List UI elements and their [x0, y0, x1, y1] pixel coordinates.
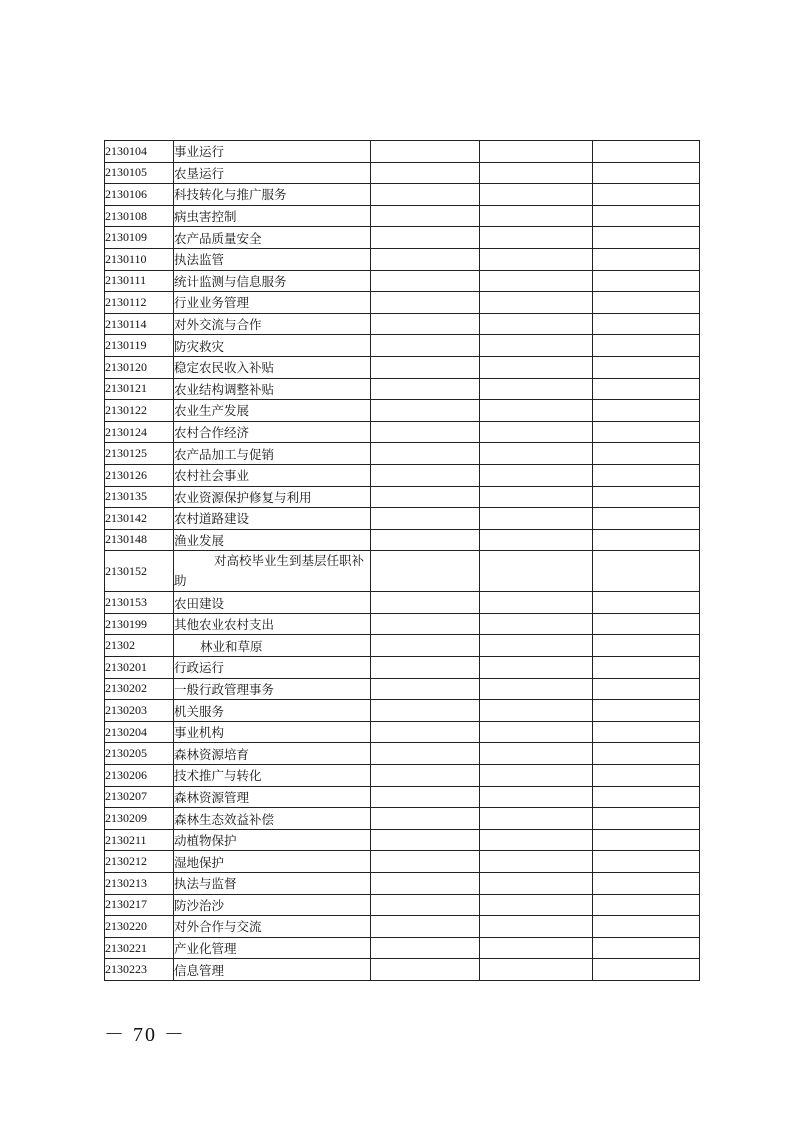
subject-name-cell: 事业运行: [174, 141, 371, 163]
subject-name-cell: 病虫害控制: [174, 205, 371, 227]
amount-cell-2: [480, 443, 593, 465]
amount-cell-3: [593, 937, 700, 959]
amount-cell-3: [593, 335, 700, 357]
subject-name-cell: 防灾救灾: [174, 335, 371, 357]
amount-cell-1: [371, 592, 480, 614]
subject-name-cell: 行政运行: [174, 657, 371, 679]
amount-cell-1: [371, 657, 480, 679]
table-row: [105, 873, 700, 895]
subject-code-cell: 2130204: [105, 721, 174, 743]
subject-name-cell: 一般行政管理事务: [174, 678, 371, 700]
amount-cell-3: [593, 464, 700, 486]
amount-cell-1: [371, 551, 480, 592]
subject-name-cell: 科技转化与推广服务: [174, 184, 371, 206]
table-row: [105, 292, 700, 314]
amount-cell-3: [593, 421, 700, 443]
amount-cell-1: [371, 248, 480, 270]
amount-cell-1: [371, 486, 480, 508]
subject-name-cell: 行业业务管理: [174, 292, 371, 314]
subject-code-cell: 2130114: [105, 313, 174, 335]
amount-cell-2: [480, 916, 593, 938]
amount-cell-1: [371, 937, 480, 959]
subject-code-cell: 2130110: [105, 248, 174, 270]
amount-cell-2: [480, 829, 593, 851]
subject-code-cell: 2130217: [105, 894, 174, 916]
amount-cell-3: [593, 529, 700, 551]
subject-name-cell: 湿地保护: [174, 851, 371, 873]
subject-code-cell: 2130119: [105, 335, 174, 357]
table-row: [105, 851, 700, 873]
subject-code-cell: 2130106: [105, 184, 174, 206]
amount-cell-3: [593, 486, 700, 508]
subject-name-cell: 森林资源培育: [174, 743, 371, 765]
subject-code-cell: 2130223: [105, 959, 174, 981]
amount-cell-1: [371, 786, 480, 808]
amount-cell-2: [480, 786, 593, 808]
amount-cell-2: [480, 421, 593, 443]
table-row: [105, 937, 700, 959]
subject-name-cell: 执法监管: [174, 248, 371, 270]
amount-cell-1: [371, 851, 480, 873]
amount-cell-1: [371, 356, 480, 378]
amount-cell-1: [371, 743, 480, 765]
table-row: [105, 248, 700, 270]
amount-cell-1: [371, 270, 480, 292]
table-row: [105, 551, 700, 592]
subject-name-cell: 农村合作经济: [174, 421, 371, 443]
subject-name-cell: 产业化管理: [174, 937, 371, 959]
subject-name-cell: 执法与监督: [174, 873, 371, 895]
subject-code-cell: 2130108: [105, 205, 174, 227]
amount-cell-2: [480, 227, 593, 249]
amount-cell-3: [593, 743, 700, 765]
table-row: [105, 592, 700, 614]
subject-code-cell: 2130205: [105, 743, 174, 765]
table-row: [105, 808, 700, 830]
subject-code-cell: 2130211: [105, 829, 174, 851]
table-row: [105, 829, 700, 851]
subject-code-cell: 2130104: [105, 141, 174, 163]
subject-code-cell: 2130105: [105, 162, 174, 184]
table-row: [105, 765, 700, 787]
table-row: [105, 959, 700, 981]
subject-code-cell: 2130220: [105, 916, 174, 938]
table-row: [105, 227, 700, 249]
amount-cell-1: [371, 808, 480, 830]
table-row: [105, 916, 700, 938]
amount-cell-2: [480, 486, 593, 508]
amount-cell-2: [480, 700, 593, 722]
amount-cell-1: [371, 700, 480, 722]
amount-cell-3: [593, 270, 700, 292]
subject-code-cell: 2130212: [105, 851, 174, 873]
amount-cell-1: [371, 959, 480, 981]
subject-name-cell: 农垦运行: [174, 162, 371, 184]
subject-name-cell: 机关服务: [174, 700, 371, 722]
subject-name-cell: 农业资源保护修复与利用: [174, 486, 371, 508]
subject-code-cell: 2130122: [105, 400, 174, 422]
amount-cell-3: [593, 829, 700, 851]
subject-name-cell: 对外合作与交流: [174, 916, 371, 938]
amount-cell-1: [371, 613, 480, 635]
amount-cell-1: [371, 227, 480, 249]
subject-name-cell: 森林资源管理: [174, 786, 371, 808]
table-row: [105, 657, 700, 679]
amount-cell-3: [593, 786, 700, 808]
amount-cell-3: [593, 443, 700, 465]
table-row: [105, 464, 700, 486]
amount-cell-3: [593, 916, 700, 938]
amount-cell-1: [371, 184, 480, 206]
amount-cell-2: [480, 378, 593, 400]
amount-cell-3: [593, 313, 700, 335]
amount-cell-2: [480, 205, 593, 227]
amount-cell-1: [371, 335, 480, 357]
page-number: － 70 －: [104, 1024, 186, 1046]
amount-cell-1: [371, 508, 480, 530]
amount-cell-1: [371, 313, 480, 335]
table-row: [105, 270, 700, 292]
subject-code-cell: 2130209: [105, 808, 174, 830]
amount-cell-3: [593, 356, 700, 378]
subject-code-cell: 2130125: [105, 443, 174, 465]
subject-code-cell: 2130112: [105, 292, 174, 314]
amount-cell-1: [371, 464, 480, 486]
table-row: [105, 721, 700, 743]
table-row: [105, 162, 700, 184]
amount-cell-2: [480, 162, 593, 184]
table-row: [105, 356, 700, 378]
amount-cell-3: [593, 894, 700, 916]
subject-name-cell: 动植物保护: [174, 829, 371, 851]
amount-cell-3: [593, 292, 700, 314]
table-row: [105, 894, 700, 916]
subject-code-cell: 2130126: [105, 464, 174, 486]
subject-name-cell: 渔业发展: [174, 529, 371, 551]
amount-cell-2: [480, 508, 593, 530]
subject-code-cell: 2130206: [105, 765, 174, 787]
subject-code-cell: 2130213: [105, 873, 174, 895]
subject-name-cell: 技术推广与转化: [174, 765, 371, 787]
subject-name-cell: 林业和草原: [174, 635, 371, 657]
table-row: [105, 786, 700, 808]
subject-name-cell: 农村社会事业: [174, 464, 371, 486]
amount-cell-3: [593, 184, 700, 206]
amount-cell-2: [480, 356, 593, 378]
amount-cell-2: [480, 400, 593, 422]
table-row: [105, 508, 700, 530]
subject-name-cell: 农村道路建设: [174, 508, 371, 530]
amount-cell-3: [593, 508, 700, 530]
amount-cell-3: [593, 162, 700, 184]
amount-cell-2: [480, 551, 593, 592]
amount-cell-2: [480, 894, 593, 916]
amount-cell-1: [371, 894, 480, 916]
amount-cell-2: [480, 959, 593, 981]
subject-code-cell: 21302: [105, 635, 174, 657]
amount-cell-3: [593, 678, 700, 700]
amount-cell-1: [371, 829, 480, 851]
amount-cell-2: [480, 464, 593, 486]
subject-name-cell: 对外交流与合作: [174, 313, 371, 335]
amount-cell-2: [480, 529, 593, 551]
table-row: [105, 635, 700, 657]
amount-cell-1: [371, 400, 480, 422]
amount-cell-3: [593, 700, 700, 722]
amount-cell-2: [480, 765, 593, 787]
amount-cell-1: [371, 421, 480, 443]
amount-cell-3: [593, 227, 700, 249]
amount-cell-3: [593, 635, 700, 657]
amount-cell-2: [480, 292, 593, 314]
amount-cell-3: [593, 205, 700, 227]
subject-name-cell: 森林生态效益补偿: [174, 808, 371, 830]
subject-code-cell: 2130201: [105, 657, 174, 679]
amount-cell-2: [480, 678, 593, 700]
subject-name-cell: 农田建设: [174, 592, 371, 614]
amount-cell-3: [593, 613, 700, 635]
amount-cell-3: [593, 141, 700, 163]
subject-code-cell: 2130202: [105, 678, 174, 700]
subject-code-cell: 2130124: [105, 421, 174, 443]
subject-code-cell: 2130221: [105, 937, 174, 959]
table-row: [105, 378, 700, 400]
amount-cell-3: [593, 400, 700, 422]
subject-name-cell: 信息管理: [174, 959, 371, 981]
amount-cell-2: [480, 613, 593, 635]
subject-name-text: 对高校毕业生到基层任职补助: [174, 553, 365, 589]
table-row: [105, 335, 700, 357]
subject-name-cell: 其他农业农村支出: [174, 613, 371, 635]
subject-code-cell: 2130142: [105, 508, 174, 530]
amount-cell-3: [593, 765, 700, 787]
amount-cell-2: [480, 592, 593, 614]
subject-code-cell: 2130120: [105, 356, 174, 378]
table-row: [105, 141, 700, 163]
amount-cell-3: [593, 378, 700, 400]
subject-code-cell: 2130135: [105, 486, 174, 508]
amount-cell-3: [593, 721, 700, 743]
table-row: [105, 486, 700, 508]
subject-name-cell: 统计监测与信息服务: [174, 270, 371, 292]
amount-cell-1: [371, 721, 480, 743]
subject-code-cell: 2130152: [105, 551, 174, 592]
amount-cell-2: [480, 873, 593, 895]
amount-cell-1: [371, 678, 480, 700]
amount-cell-2: [480, 313, 593, 335]
subject-code-cell: 2130148: [105, 529, 174, 551]
amount-cell-1: [371, 141, 480, 163]
subject-name-cell: 农产品加工与促销: [174, 443, 371, 465]
subject-code-cell: 2130121: [105, 378, 174, 400]
amount-cell-2: [480, 657, 593, 679]
amount-cell-2: [480, 808, 593, 830]
amount-cell-2: [480, 248, 593, 270]
amount-cell-1: [371, 765, 480, 787]
subject-code-cell: 2130203: [105, 700, 174, 722]
table-row: [105, 184, 700, 206]
table-row: [105, 313, 700, 335]
subject-name-cell: 农业生产发展: [174, 400, 371, 422]
subject-code-cell: 2130109: [105, 227, 174, 249]
subject-code-cell: 2130111: [105, 270, 174, 292]
amount-cell-1: [371, 292, 480, 314]
amount-cell-3: [593, 248, 700, 270]
amount-cell-3: [593, 808, 700, 830]
budget-table: [104, 140, 700, 981]
amount-cell-3: [593, 551, 700, 592]
amount-cell-1: [371, 529, 480, 551]
amount-cell-2: [480, 635, 593, 657]
amount-cell-1: [371, 916, 480, 938]
amount-cell-2: [480, 721, 593, 743]
table-row: [105, 443, 700, 465]
amount-cell-3: [593, 959, 700, 981]
amount-cell-2: [480, 184, 593, 206]
amount-cell-1: [371, 443, 480, 465]
subject-name-cell: 农业结构调整补贴: [174, 378, 371, 400]
table-row: [105, 613, 700, 635]
table-row: [105, 400, 700, 422]
table-row: [105, 529, 700, 551]
amount-cell-1: [371, 162, 480, 184]
amount-cell-1: [371, 873, 480, 895]
subject-name-cell: 农产品质量安全: [174, 227, 371, 249]
amount-cell-3: [593, 657, 700, 679]
amount-cell-2: [480, 743, 593, 765]
table-row: [105, 421, 700, 443]
amount-cell-3: [593, 592, 700, 614]
amount-cell-2: [480, 937, 593, 959]
amount-cell-1: [371, 635, 480, 657]
subject-name-cell: [174, 551, 371, 592]
table-body: [105, 141, 700, 981]
subject-name-cell: 稳定农民收入补贴: [174, 356, 371, 378]
subject-name-cell: 事业机构: [174, 721, 371, 743]
table-row: [105, 700, 700, 722]
amount-cell-2: [480, 141, 593, 163]
amount-cell-2: [480, 851, 593, 873]
subject-code-cell: 2130199: [105, 613, 174, 635]
subject-name-cell: 防沙治沙: [174, 894, 371, 916]
amount-cell-2: [480, 335, 593, 357]
amount-cell-3: [593, 873, 700, 895]
amount-cell-3: [593, 851, 700, 873]
table-row: [105, 678, 700, 700]
amount-cell-2: [480, 270, 593, 292]
subject-code-cell: 2130207: [105, 786, 174, 808]
subject-code-cell: 2130153: [105, 592, 174, 614]
amount-cell-1: [371, 205, 480, 227]
amount-cell-1: [371, 378, 480, 400]
table-row: [105, 205, 700, 227]
table-row: [105, 743, 700, 765]
